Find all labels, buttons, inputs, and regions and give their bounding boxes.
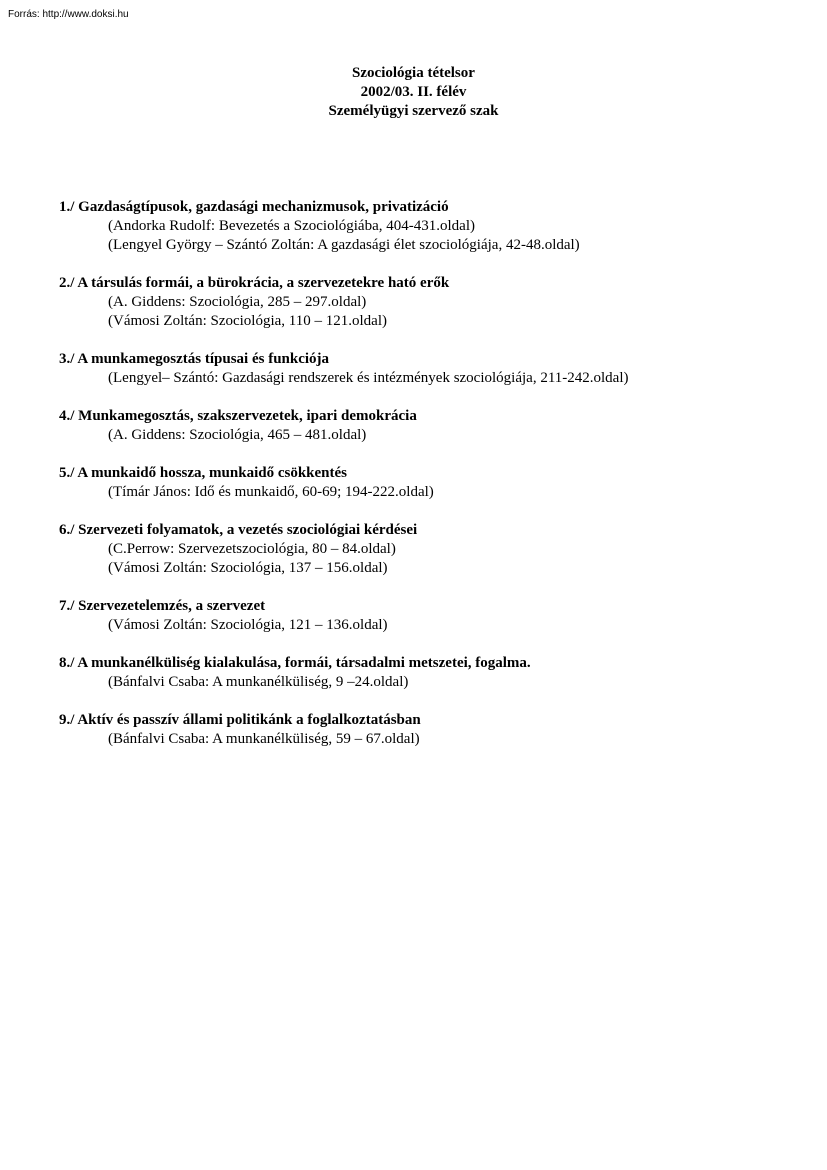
topic-title: 2./ A társulás formái, a bürokrácia, a szervezetekre ható erők (59, 275, 450, 291)
topic-title: 8./ A munkanélküliség kialakulása, formái, társadalmi metszetei, fogalma. (59, 655, 531, 671)
topic-reference: (Andorka Rudolf: Bevezetés a Szociológiába, 404-431.oldal) (108, 218, 475, 234)
topic-item (59, 407, 809, 445)
topic-title: 4./ Munkamegosztás, szakszervezetek, ipari demokrácia (59, 408, 417, 424)
topic-reference: (Bánfalvi Csaba: A munkanélküliség, 59 – 67.oldal) (108, 731, 420, 747)
topic-item (59, 464, 809, 502)
topic-item (59, 350, 809, 388)
source-line: Forrás: http://www.doksi.hu (8, 9, 129, 20)
topic-item (59, 597, 809, 635)
topic-reference: (Bánfalvi Csaba: A munkanélküliség, 9 –24.oldal) (108, 674, 409, 690)
topic-reference: (A. Giddens: Szociológia, 465 – 481.oldal) (108, 427, 367, 443)
topic-reference: (A. Giddens: Szociológia, 285 – 297.oldal) (108, 294, 367, 310)
document-title: Szociológia tételsor (352, 65, 475, 81)
topic-title: 1./ Gazdaságtípusok, gazdasági mechanizmusok, privatizáció (59, 199, 449, 215)
topic-list (59, 198, 809, 768)
document-header (0, 64, 827, 121)
topic-title: 5./ A munkaidő hossza, munkaidő csökkentés (59, 465, 348, 481)
topic-reference: (Tímár János: Idő és munkaidő, 60-69; 194-222.oldal) (108, 484, 434, 500)
topic-title: 7./ Szervezetelemzés, a szervezet (59, 598, 266, 614)
topic-reference: (C.Perrow: Szervezetszociológia, 80 – 84.oldal) (108, 541, 396, 557)
topic-item (59, 521, 809, 578)
topic-reference: (Vámosi Zoltán: Szociológia, 137 – 156.oldal) (108, 560, 388, 576)
semester-line: 2002/03. II. félév (360, 84, 467, 100)
topic-item (59, 654, 809, 692)
topic-item (59, 198, 809, 255)
topic-title: 6./ Szervezeti folyamatok, a vezetés szociológiai kérdései (59, 522, 418, 538)
topic-item (59, 274, 809, 331)
program-line: Személyügyi szervező szak (328, 103, 499, 119)
topic-reference: (Lengyel– Szántó: Gazdasági rendszerek és intézmények szociológiája, 211-242.oldal) (108, 370, 629, 386)
topic-item (59, 711, 809, 749)
topic-reference: (Vámosi Zoltán: Szociológia, 110 – 121.oldal) (108, 313, 387, 329)
topic-reference: (Vámosi Zoltán: Szociológia, 121 – 136.oldal) (108, 617, 388, 633)
topic-reference: (Lengyel György – Szántó Zoltán: A gazdasági élet szociológiája, 42-48.oldal) (108, 237, 580, 253)
topic-title: 3./ A munkamegosztás típusai és funkciója (59, 351, 330, 367)
topic-title: 9./ Aktív és passzív állami politikánk a foglalkoztatásban (59, 712, 421, 728)
